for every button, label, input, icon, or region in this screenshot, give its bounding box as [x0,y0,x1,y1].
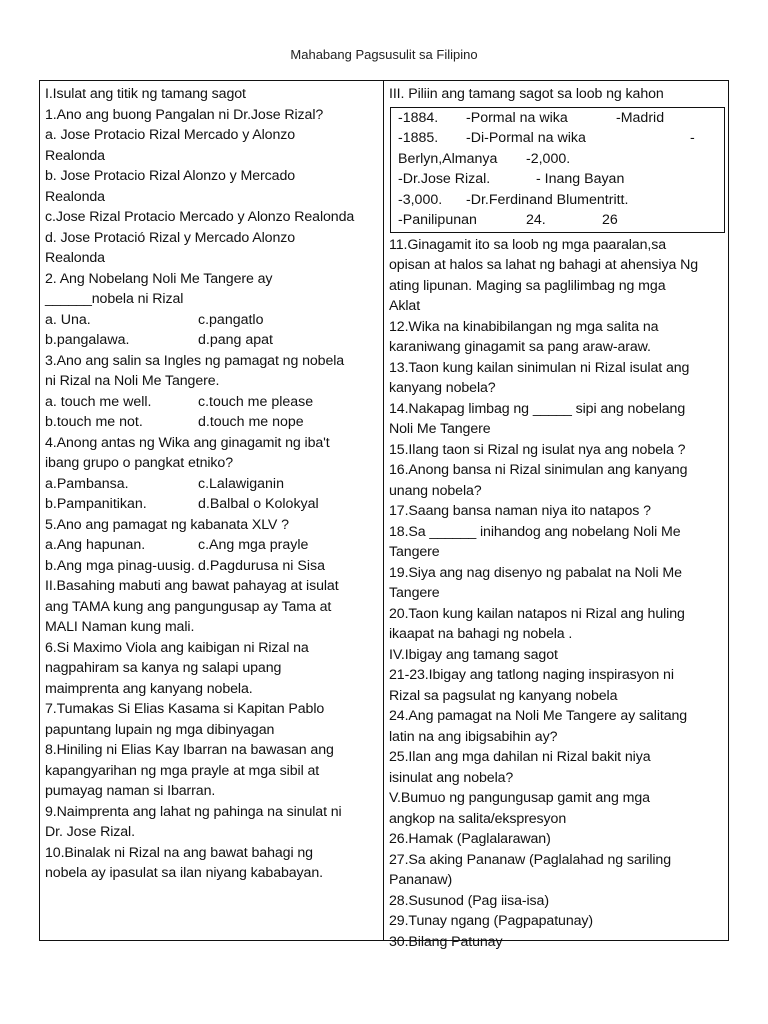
left-column [40,81,384,940]
question-21-23-cont: Rizal sa pagsulat ng kanyang nobela [389,687,618,704]
part-5-heading: V.Bumuo ng pangungusap gamit ang mga [389,790,650,806]
q5-choice-a: a.Ang hapunan. [45,537,146,553]
question-2: 2. Ang Nobelang Noli Me Tangere ay [45,270,273,287]
q1-choice-d-cont: Realonda [45,250,105,266]
word-bank-row [398,128,724,149]
question-20: 20.Taon kung kailan natapos ni Rizal ang huling [389,605,685,622]
question-6-cont: nagpahiram sa kanya ng salapi upang [45,660,282,676]
document-title: Mahabang Pagsusulit sa Filipino [290,47,478,62]
question-2-cont: ______nobela ni Rizal [45,291,184,307]
question-13-cont: kanyang nobela? [389,380,496,396]
q1-choice-b: b. Jose Protacio Rizal Alonzo y Mercado [45,168,296,184]
word-bank-row [398,108,724,129]
question-11-cont: opisan at halos sa lahat ng bahagi at ahensiya Ng [389,257,699,273]
question-12-cont: karaniwang ginagamit sa pang araw-araw. [389,339,651,355]
q5-choice-b: b.Ang mga pinag-uusig. [45,557,195,574]
word-bank-item: - [690,130,695,146]
question-1: 1.Ano ang buong Pangalan ni Dr.Jose Rizal? [45,106,324,123]
q4-choice-d: d.Balbal o Kolokyal [198,496,319,512]
question-25: 25.Ilan ang mga dahilan ni Rizal bakit niya [389,749,651,765]
question-3-cont: ni Rizal na Noli Me Tangere. [45,373,220,389]
part-2-heading-cont: ang TAMA kung ang pangungusap ay Tama at [45,598,332,615]
word-bank-item: Berlyn,Almanya [398,150,498,167]
question-7: 7.Tumakas Si Elias Kasama si Kapitan Pablo [45,701,325,717]
word-bank-item: -1885. [398,130,439,146]
word-bank-item: 26 [602,212,618,228]
question-15: 15.Ilang taon si Rizal ng isulat nya ang nobela ? [389,441,686,458]
word-bank-item: -Pormal na wika [466,109,568,126]
question-7-cont: papuntang lupain ng mga dibinyagan [45,721,275,738]
question-6: 6.Si Maximo Viola ang kaibigan ni Rizal na [45,639,309,656]
q3-choice-c: c.touch me please [198,393,314,410]
q1-choice-a-cont: Realonda [45,147,105,164]
q5-choices-row [45,556,379,577]
question-14-cont: Noli Me Tangere [389,421,491,437]
word-bank-item: -Madrid [616,109,665,126]
question-9-cont: Dr. Jose Rizal. [45,824,135,840]
question-8-cont: pumayag naman si Ibarran. [45,783,216,799]
q4-choice-a: a.Pambansa. [45,475,129,492]
part-1-heading: I.Isulat ang titik ng tamang sagot [45,86,246,102]
question-17: 17.Saang bansa naman niya ito natapos ? [389,503,651,519]
q2-choice-c: c.pangatlo [198,311,264,328]
question-27: 27.Sa aking Pananaw (Paglalahad ng sariling [389,851,672,868]
question-18: 18.Sa ______ inihandog ang nobelang Noli Me [389,523,681,540]
q2-choice-d: d.pang apat [198,332,273,348]
question-8-cont: kapangyarihan ng mga prayle at mga sibil at [45,762,320,779]
question-8: 8.Hiniling ni Elias Kay Ibarran na bawasan ang [45,742,334,758]
q1-choice-a: a. Jose Protacio Rizal Mercado y Alonzo [45,127,296,143]
word-bank-row [398,190,724,211]
question-12: 12.Wika na kinabibilangan ng mga salita na [389,318,659,335]
question-30: 30.Bilang Patunay [389,933,503,950]
part-2-heading: II.Basahing mabuti ang bawat pahayag at isulat [45,578,339,594]
q1-choice-d: d. Jose Protació Rizal y Mercado Alonzo [45,229,296,246]
q4-choices-row [45,494,379,515]
q4-choices-row [45,474,379,495]
word-bank-item: -Dr.Ferdinand Blumentritt. [466,191,629,208]
part-4-heading: IV.Ibigay ang tamang sagot [389,646,558,663]
word-bank-item: -1884. [398,109,439,126]
word-bank-item: -3,000. [398,191,443,208]
question-10: 10.Binalak ni Rizal na ang bawat bahagi ng [45,844,313,861]
question-5: 5.Ano ang pamagat ng kabanata XLV ? [45,516,289,533]
question-11: 11.Ginagamit ito sa loob ng mga paaralan,sa [389,236,666,253]
question-18-cont: Tangere [389,544,440,560]
question-9: 9.Naimprenta ang lahat ng pahinga na sinulat ni [45,803,342,820]
word-bank-row [398,169,724,190]
question-16-cont: unang nobela? [389,482,482,499]
part-2-heading-cont: MALI Naman kung mali. [45,619,195,635]
question-19: 19.Siya ang nag disenyo ng pabalat na Noli Me [389,564,682,581]
question-24-cont: latin na ang ibigsabihin ay? [389,728,558,745]
q1-choice-b-cont: Realonda [45,188,105,205]
question-21-23: 21-23.Ibigay ang tatlong naging inspirasyon ni [389,667,674,683]
question-11-cont: Aklat [389,298,421,314]
part-5-heading-cont: angkop na salita/ekspresyon [389,810,567,827]
q3-choice-a: a. touch me well. [45,393,152,410]
question-4-cont: ibang grupo o pangkat etniko? [45,455,233,471]
question-29: 29.Tunay ngang (Pagpapatunay) [389,913,594,929]
q2-choice-a: a. Una. [45,311,91,328]
q3-choices-row [45,392,379,413]
q1-choice-c: c.Jose Rizal Protacio Mercado y Alonzo Realonda [45,209,355,225]
question-25-cont: isinulat ang nobela? [389,769,514,786]
word-bank-item: -Di-Pormal na wika [466,130,586,146]
word-bank-item: -2,000. [526,150,571,167]
question-28: 28.Susunod (Pag iisa-isa) [389,892,549,909]
question-24: 24.Ang pamagat na Noli Me Tangere ay salitang [389,708,688,724]
word-bank-item: -Panilipunan [398,212,477,228]
word-bank-item: -Dr.Jose Rizal. [398,171,491,187]
question-14: 14.Nakapag limbag ng _____ sipi ang nobelang [389,400,686,417]
exam-table [39,80,729,950]
question-19-cont: Tangere [389,585,440,601]
right-column [384,81,728,950]
word-bank-box [390,107,725,233]
question-26: 26.Hamak (Paglalarawan) [389,831,551,847]
q2-choices-row [45,330,379,351]
q2-choice-b: b.pangalawa. [45,332,130,348]
word-bank-item: - Inang Bayan [536,171,625,187]
q3-choice-b: b.touch me not. [45,414,143,430]
question-11-cont: ating lipunan. Maging sa paglilimbag ng mga [389,277,666,294]
q5-choices-row [45,535,379,556]
q4-choice-c: c.Lalawiganin [198,475,284,492]
question-13: 13.Taon kung kailan sinimulan ni Rizal isulat ang [389,359,690,376]
question-6-cont: maimprenta ang kanyang nobela. [45,680,253,697]
question-16: 16.Anong bansa ni Rizal sinimulan ang kanyang [389,462,688,478]
question-10-cont: nobela ay ipasulat sa ilan niyang kababayan. [45,865,323,881]
question-3: 3.Ano ang salin sa Ingles ng pamagat ng nobela [45,352,345,369]
q3-choices-row [45,412,379,433]
word-bank-row [398,149,724,170]
q3-choice-d: d.touch me nope [198,414,304,430]
q4-choice-b: b.Pampanitikan. [45,496,147,512]
word-bank-item: 24. [526,212,546,228]
q5-choice-d: d.Pagdurusa ni Sisa [198,557,325,574]
question-4: 4.Anong antas ng Wika ang ginagamit ng iba't [45,434,330,451]
part-3-heading: III. Piliin ang tamang sagot sa loob ng kahon [389,86,664,102]
word-bank-row [398,210,724,231]
q2-choices-row [45,310,379,331]
q5-choice-c: c.Ang mga prayle [198,537,309,553]
question-27-cont: Pananaw) [389,872,453,888]
question-20-cont: ikaapat na bahagi ng nobela . [389,626,573,642]
